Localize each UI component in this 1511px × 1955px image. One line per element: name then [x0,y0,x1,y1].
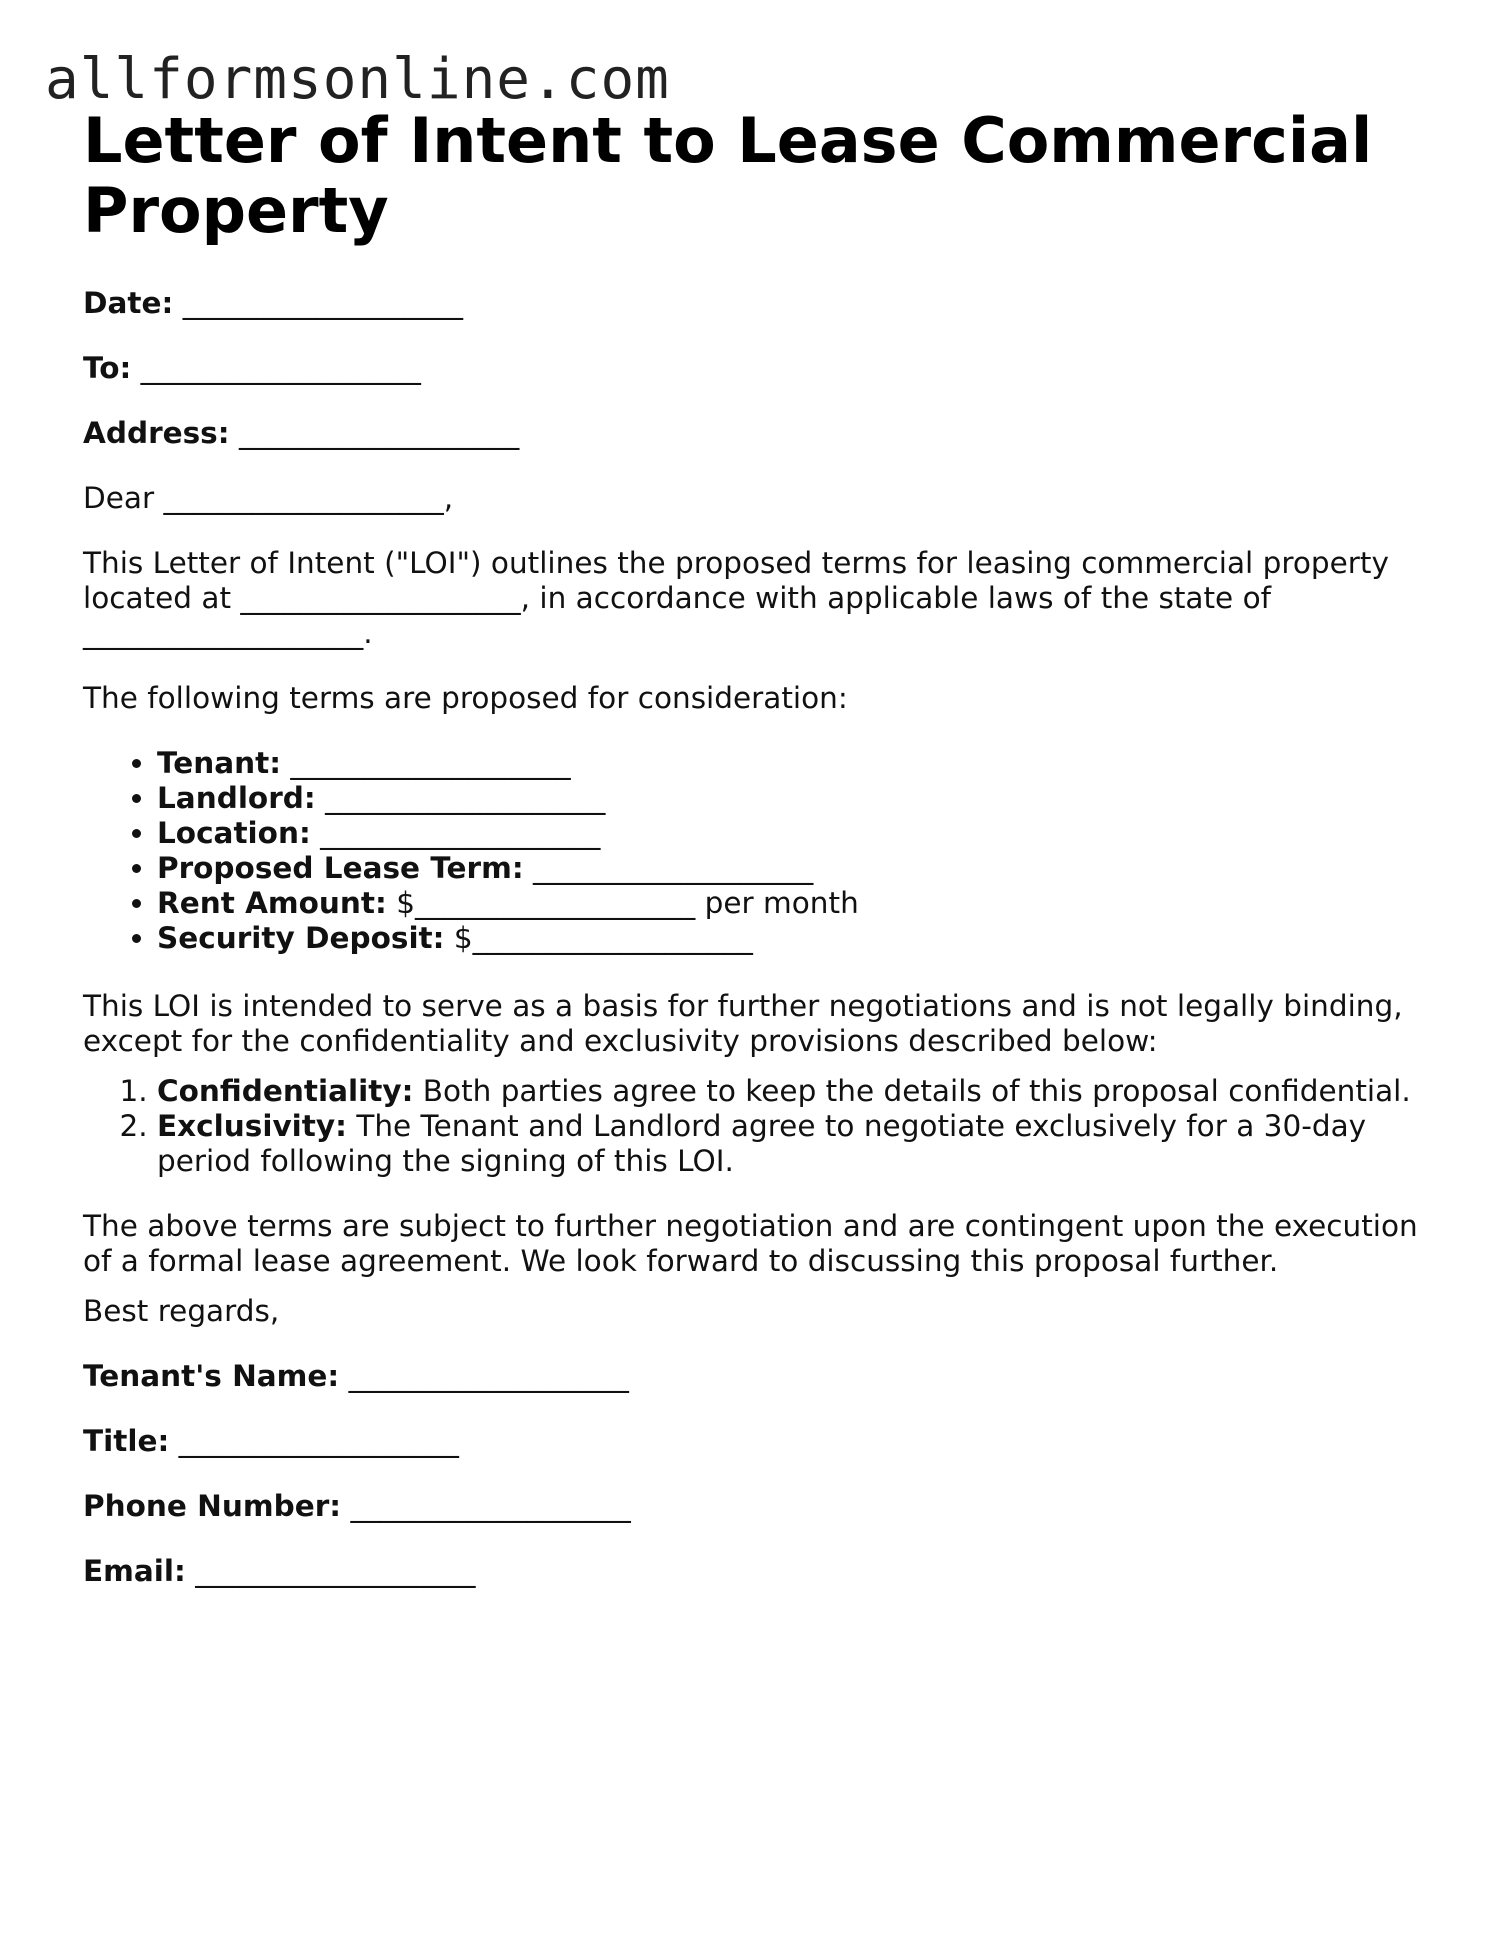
email-blank[interactable]: ___________________ [195,1554,476,1588]
salutation-prefix: Dear [83,481,155,515]
letter-document [83,104,1443,1588]
address-field [83,416,519,451]
title-label: Title: [83,1424,170,1458]
date-blank[interactable]: ___________________ [182,286,463,320]
provision-confidentiality [157,1074,1443,1109]
provision-exclusivity [157,1109,1443,1179]
term-label: Location: [157,816,311,850]
terms-list [83,746,1443,956]
term-label: Rent Amount: [157,886,387,920]
term-label: Tenant: [157,746,282,780]
term-lease-term [157,851,1443,886]
salutation-suffix: , [443,481,454,515]
intro-text-2: , in accordance with applicable laws of the state of [520,581,1272,615]
currency-symbol: $ [396,886,416,920]
to-label: To: [83,351,132,385]
salutation-blank[interactable]: ___________________ [163,481,444,515]
currency-symbol: $ [453,921,473,955]
provision-label: Confidentiality: [157,1074,414,1108]
term-security-deposit [157,921,1443,956]
document-title: Letter of Intent to Lease Commercial Property [83,104,1373,247]
tenant-name-label: Tenant's Name: [83,1359,340,1393]
provisions-list [83,1074,1443,1179]
title-field [83,1424,459,1459]
site-watermark: allformsonline.com [45,47,670,112]
salutation [83,481,453,516]
sign-off: Best regards, [83,1294,280,1328]
term-tenant [157,746,1443,781]
date-label: Date: [83,286,174,320]
term-suffix: per month [695,886,859,920]
date-field [83,286,463,321]
term-rent-amount [157,886,1443,921]
intro-text-3: . [363,616,373,650]
term-blank[interactable]: ___________________ [325,781,606,815]
provision-text: The Tenant and Landlord agree to negotiate exclusively for a 30-day period following the signing of this LOI. [157,1109,1367,1178]
to-blank[interactable]: ___________________ [140,351,421,385]
term-blank[interactable]: ___________________ [290,746,571,780]
term-blank[interactable]: ___________________ [320,816,601,850]
term-label: Proposed Lease Term: [157,851,524,885]
term-location [157,816,1443,851]
provision-text: Both parties agree to keep the details of this proposal confidential. [422,1074,1411,1108]
term-label: Security Deposit: [157,921,445,955]
intro-text-1: This Letter of Intent ("LOI") outlines the proposed terms for leasing commercial property located at [83,546,1389,615]
email-field [83,1554,475,1589]
closing-paragraph: The above terms are subject to further negotiation and are contingent upon the execution of a formal lease agreement. We look forward to discussing this proposal further. [83,1209,1418,1278]
state-blank[interactable]: ___________________ [83,616,364,650]
term-blank[interactable]: ___________________ [415,886,696,920]
email-label: Email: [83,1554,186,1588]
tenant-name-field [83,1359,629,1394]
term-landlord [157,781,1443,816]
term-blank[interactable]: ___________________ [472,921,753,955]
phone-number-field [83,1489,631,1524]
tenant-name-blank[interactable]: ___________________ [348,1359,629,1393]
property-location-blank[interactable]: ___________________ [240,581,521,615]
term-label: Landlord: [157,781,316,815]
provision-label: Exclusivity: [157,1109,347,1143]
intro-paragraph [83,546,1443,651]
address-blank[interactable]: ___________________ [238,416,520,450]
title-blank[interactable]: ___________________ [178,1424,459,1458]
phone-number-label: Phone Number: [83,1489,342,1523]
binding-note: This LOI is intended to serve as a basis for further negotiations and is not legally binding, except for the confidentiality and exclusivity provisions described below: [83,989,1403,1058]
address-label: Address: [83,416,230,450]
term-blank[interactable]: ___________________ [533,851,814,885]
to-field [83,351,421,386]
phone-number-blank[interactable]: ___________________ [350,1489,631,1523]
terms-intro: The following terms are proposed for consideration: [83,681,848,715]
